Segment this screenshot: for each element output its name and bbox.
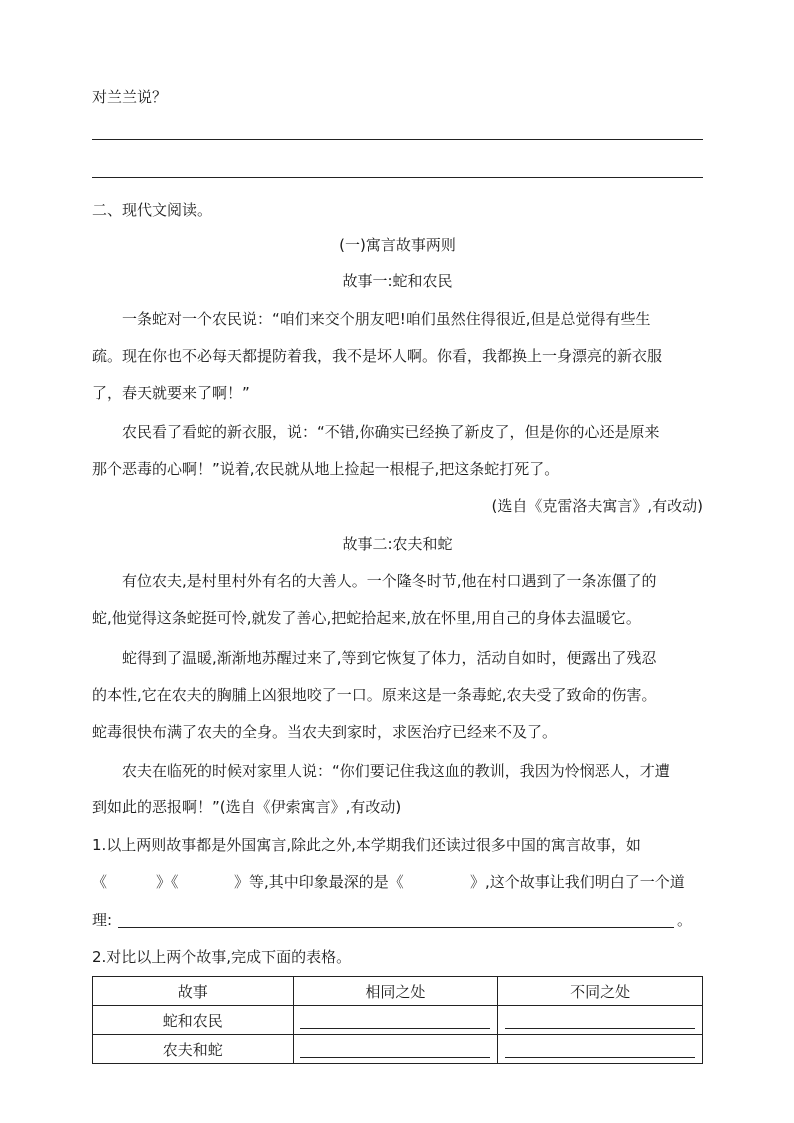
answer-line-1[interactable] [92, 139, 703, 140]
q2-text: 2.对比以上两个故事,完成下面的表格。 [92, 948, 352, 966]
story2-p3-line2: 到如此的恶报啊！”(选自《伊索寓言》,有改动) [92, 798, 402, 816]
table-header: 不同之处 [498, 977, 703, 1006]
row-label: 农夫和蛇 [93, 1035, 294, 1064]
q1-open-quote-1: 《 [92, 873, 108, 891]
section-heading: 二、现代文阅读。 [92, 201, 213, 219]
story1-title: 故事一:蛇和农民 [342, 272, 453, 290]
story2-p2-line1: 蛇得到了温暖,渐渐地苏醒过来了,等到它恢复了体力，活动自如时，便露出了残忍 [122, 649, 657, 667]
story2-title: 故事二:农夫和蛇 [342, 535, 453, 553]
table-header: 相同之处 [293, 977, 498, 1006]
q1-line1: 1.以上两则故事都是外国寓言,除此之外,本学期我们还读过很多中国的寓言故事，如 [92, 836, 641, 854]
story1-p1-line3: 了，春天就要来了啊！” [92, 384, 250, 402]
story1-source: (选自《克雷洛夫寓言》,有改动) [491, 497, 703, 515]
comparison-table [92, 976, 703, 1064]
table-header-row [93, 977, 703, 1006]
q1-end-text: 》,这个故事让我们明白了一个道 [470, 873, 685, 891]
q1-answer-line[interactable] [118, 927, 674, 928]
q1-mid-text: 》等,其中印象最深的是《 [234, 873, 404, 891]
different-answer-cell[interactable] [498, 1006, 703, 1035]
story2-p1-line1: 有位农夫,是村里村外有名的大善人。一个隆冬时节,他在村口遇到了一条冻僵了的 [122, 572, 657, 590]
q1-reason-label: 理: [92, 911, 113, 929]
table-row [93, 1035, 703, 1064]
story1-p2-line2: 那个恶毒的心啊！”说着,农民就从地上捡起一根棍子,把这条蛇打死了。 [92, 460, 560, 478]
row-label: 蛇和农民 [93, 1006, 294, 1035]
story2-p2-line3: 蛇毒很快布满了农夫的全身。当农夫到家时，求医治疗已经来不及了。 [92, 723, 558, 741]
same-answer-cell[interactable] [293, 1006, 498, 1035]
reading-title: (一)寓言故事两则 [339, 236, 456, 254]
table-row [93, 1006, 703, 1035]
question-tail: 对兰兰说？ [92, 88, 168, 106]
answer-blank[interactable] [505, 1012, 695, 1029]
story2-p1-line2: 蛇,他觉得这条蛇挺可怜,就发了善心,把蛇拾起来,放在怀里,用自己的身体去温暖它。 [92, 609, 641, 627]
answer-blank[interactable] [300, 1041, 490, 1058]
story1-p1-line1: 一条蛇对一个农民说：“咱们来交个朋友吧!咱们虽然住得很近,但是总觉得有些生 [122, 310, 651, 328]
same-answer-cell[interactable] [293, 1035, 498, 1064]
different-answer-cell[interactable] [498, 1035, 703, 1064]
story2-p3-line1: 农夫在临死的时候对家里人说：“你们要记住我这血的教训，我因为怜悯恶人，才遭 [122, 762, 670, 780]
q1-close-open-quote: 》《 [156, 873, 179, 891]
answer-blank[interactable] [505, 1041, 695, 1058]
answer-blank[interactable] [300, 1012, 490, 1029]
story1-p1-line2: 疏。现在你也不必每天都提防着我，我不是坏人啊。你看，我都换上一身漂亮的新衣服 [92, 347, 663, 365]
story2-p2-line2: 的本性,它在农夫的胸脯上凶狠地咬了一口。原来这是一条毒蛇,农夫受了致命的伤害。 [92, 686, 657, 704]
q1-period: 。 [677, 911, 693, 929]
table-header: 故事 [93, 977, 294, 1006]
story1-p2-line1: 农民看了看蛇的新衣服，说：“不错,你确实已经换了新皮了，但是你的心还是原来 [122, 423, 660, 441]
answer-line-2[interactable] [92, 177, 703, 178]
